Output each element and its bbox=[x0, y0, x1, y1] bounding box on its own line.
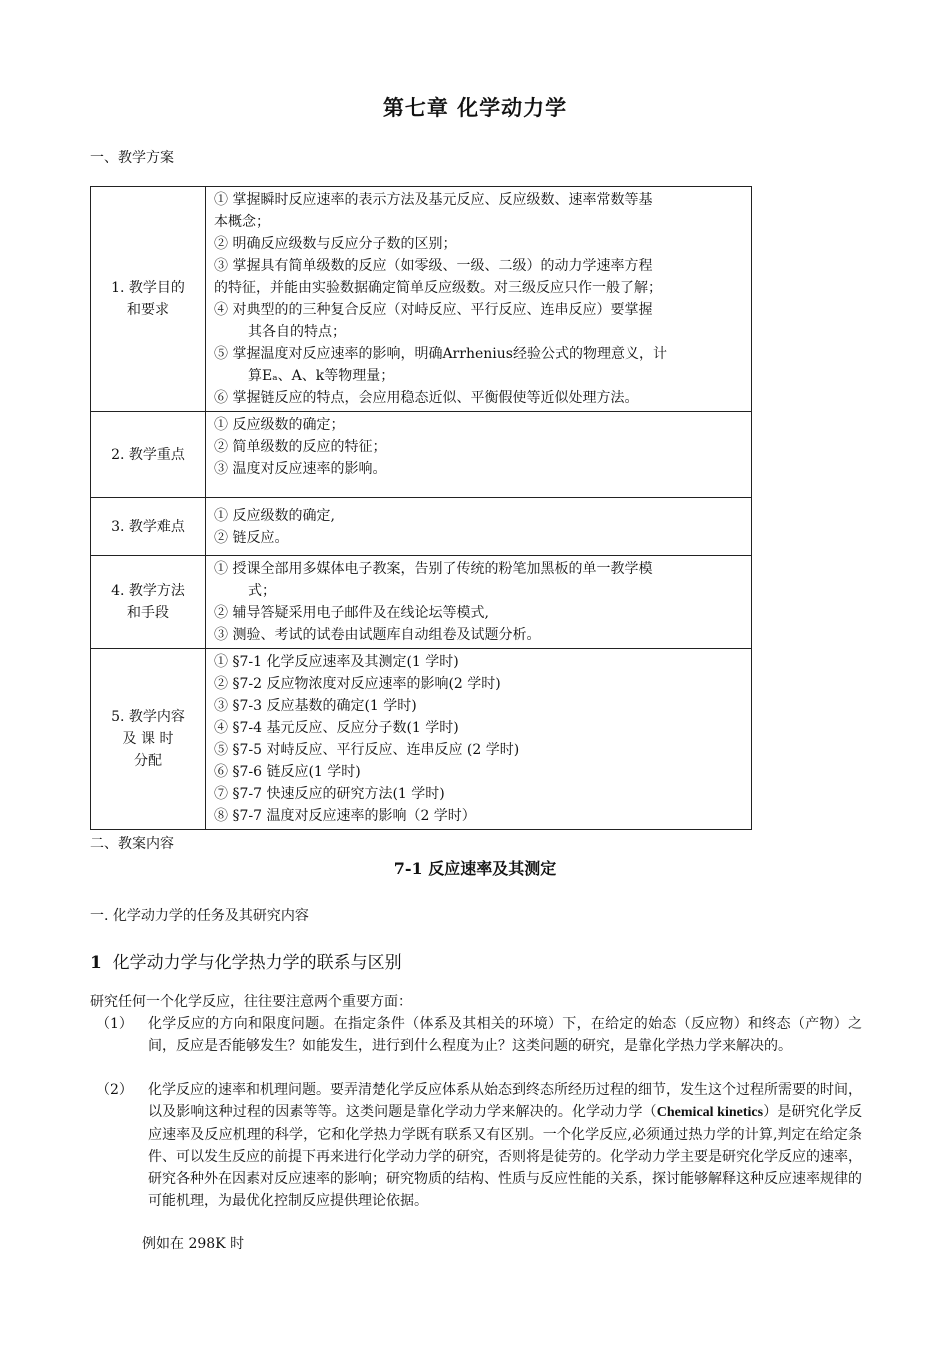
row-content bbox=[206, 412, 752, 498]
table-line: ③ 掌握具有简单级数的反应（如零级、一级、二级）的动力学速率方程 bbox=[214, 258, 653, 274]
table-line: 式； bbox=[248, 583, 276, 599]
row-content bbox=[206, 649, 752, 830]
table-line: 算Eₐ、A、k等物理量； bbox=[248, 368, 395, 384]
table-row bbox=[91, 498, 752, 556]
item-number: （2） bbox=[96, 1082, 133, 1098]
chapter-title: 第七章 化学动力学 bbox=[382, 95, 568, 120]
table-line: ⑤ 掌握温度对反应速率的影响，明确Arrhenius经验公式的物理意义，计 bbox=[214, 346, 667, 362]
table-row bbox=[91, 649, 752, 830]
list-item bbox=[90, 1079, 862, 1212]
term-chemical-kinetics: Chemical kinetics bbox=[656, 1105, 764, 1120]
row-label: 4. 教学方法 和手段 bbox=[91, 556, 206, 649]
row-label: 3. 教学难点 bbox=[91, 498, 206, 556]
lesson-title: 7-1 反应速率及其测定 bbox=[393, 859, 557, 878]
row-content bbox=[206, 556, 752, 649]
table-line: ② §7-2 反应物浓度对反应速率的影响(2 学时) bbox=[214, 676, 501, 692]
topic-heading-text: 化学动力学与化学热力学的联系与区别 bbox=[112, 953, 402, 973]
table-line: ⑦ §7-7 快速反应的研究方法(1 学时) bbox=[214, 786, 445, 802]
teaching-plan-table bbox=[90, 186, 752, 830]
table-line: ⑥ 掌握链反应的特点，会应用稳态近似、平衡假使等近似处理方法。 bbox=[214, 390, 639, 406]
table-line: ② 简单级数的反应的特征； bbox=[214, 439, 387, 455]
table-line: ① 授课全部用多媒体电子教案，告别了传统的粉笔加黑板的单一教学模 bbox=[214, 561, 653, 577]
table-line: ③ 测验、考试的试卷由试题库自动组卷及试题分析。 bbox=[214, 627, 541, 643]
table-row bbox=[91, 412, 752, 498]
subsection-heading: 一. 化学动力学的任务及其研究内容 bbox=[90, 908, 309, 924]
table-line: ① 反应级数的确定, bbox=[214, 507, 335, 524]
intro-paragraph: 研究任何一个化学反应，往往要注意两个重要方面： bbox=[90, 994, 412, 1010]
table-line: ① §7-1 化学反应速率及其测定(1 学时) bbox=[214, 654, 459, 670]
item-text: 化学反应的速率和机理问题。要弄清楚化学反应体系从始态到终态所经历过程的细节，发生这个过程所需要的时间，以及影响这种过程的因素等等。这类问题是靠化学动力学来解决的。化学动力学（Chemical kinetics）是研究化学反应速率及反应机理的科学，它和化学热力学既有联系又有区别。一个化学反应,必须通过热力学的计算,判定在给定条件、可以发生反应的前提下再来进行化学动力学的研究，否则将是徒劳的。化学动力学主要是研究化学反应的速率，研究各种外在因素对反应速率的影响；研究物质的结构、性质与反应性能的关系，探讨能够解释这种反应速率规律的可能机理，为最优化控制反应提供理论依据。 bbox=[148, 1082, 863, 1209]
row-label: 5. 教学内容 及 课 时 分配 bbox=[91, 649, 206, 830]
row-content bbox=[206, 498, 752, 556]
table-line: ⑤ §7-5 对峙反应、平行反应、连串反应 (2 学时) bbox=[214, 742, 520, 758]
row-label: 2. 教学重点 bbox=[91, 412, 206, 498]
example-line: 例如在 298K 时 bbox=[142, 1236, 245, 1252]
table-line: ③ 温度对反应速率的影响。 bbox=[214, 461, 387, 477]
table-line: ⑧ §7-7 温度对反应速率的影响（2 学时） bbox=[214, 808, 476, 824]
section-heading-content: 二、教案内容 bbox=[90, 836, 174, 852]
topic-heading-number: 1 bbox=[90, 953, 102, 973]
table-line: ② 明确反应级数与反应分子数的区别； bbox=[214, 236, 457, 252]
table-line: 其各自的特点； bbox=[248, 324, 346, 340]
table-line: ① 反应级数的确定； bbox=[214, 417, 345, 433]
row-content bbox=[206, 187, 752, 412]
table-line: ② 辅导答疑采用电子邮件及在线论坛等模式, bbox=[214, 605, 489, 621]
table-line: ③ §7-3 反应基数的确定(1 学时) bbox=[214, 698, 417, 714]
table-line: ① 掌握瞬时反应速率的表示方法及基元反应、反应级数、速率常数等基 bbox=[214, 192, 653, 208]
table-row bbox=[91, 556, 752, 649]
table-line: ④ 对典型的的三种复合反应（对峙反应、平行反应、连串反应）要掌握 bbox=[214, 302, 653, 318]
row-label: 1. 教学目的 和要求 bbox=[91, 187, 206, 412]
section-heading-plan: 一、教学方案 bbox=[90, 150, 174, 166]
table-row bbox=[91, 187, 752, 412]
table-line: ② 链反应。 bbox=[214, 529, 289, 546]
table-line: ④ §7-4 基元反应、反应分子数(1 学时) bbox=[214, 720, 459, 736]
table-line: 的特征，并能由实验数据确定简单反应级数。对三级反应只作一般了解； bbox=[214, 280, 662, 296]
item-text: 化学反应的方向和限度问题。在指定条件（体系及其相关的环境）下，在给定的始态（反应物）和终态（产物）之间，反应是否能够发生？如能发生，进行到什么程度为止？这类问题的研究，是靠化学热力学来解决的。 bbox=[148, 1016, 862, 1054]
table-line: 本概念； bbox=[214, 214, 270, 230]
table-line: ⑥ §7-6 链反应(1 学时) bbox=[214, 764, 361, 780]
list-item bbox=[90, 1013, 862, 1057]
item-number: （1） bbox=[96, 1016, 133, 1032]
topic-heading bbox=[90, 948, 402, 973]
